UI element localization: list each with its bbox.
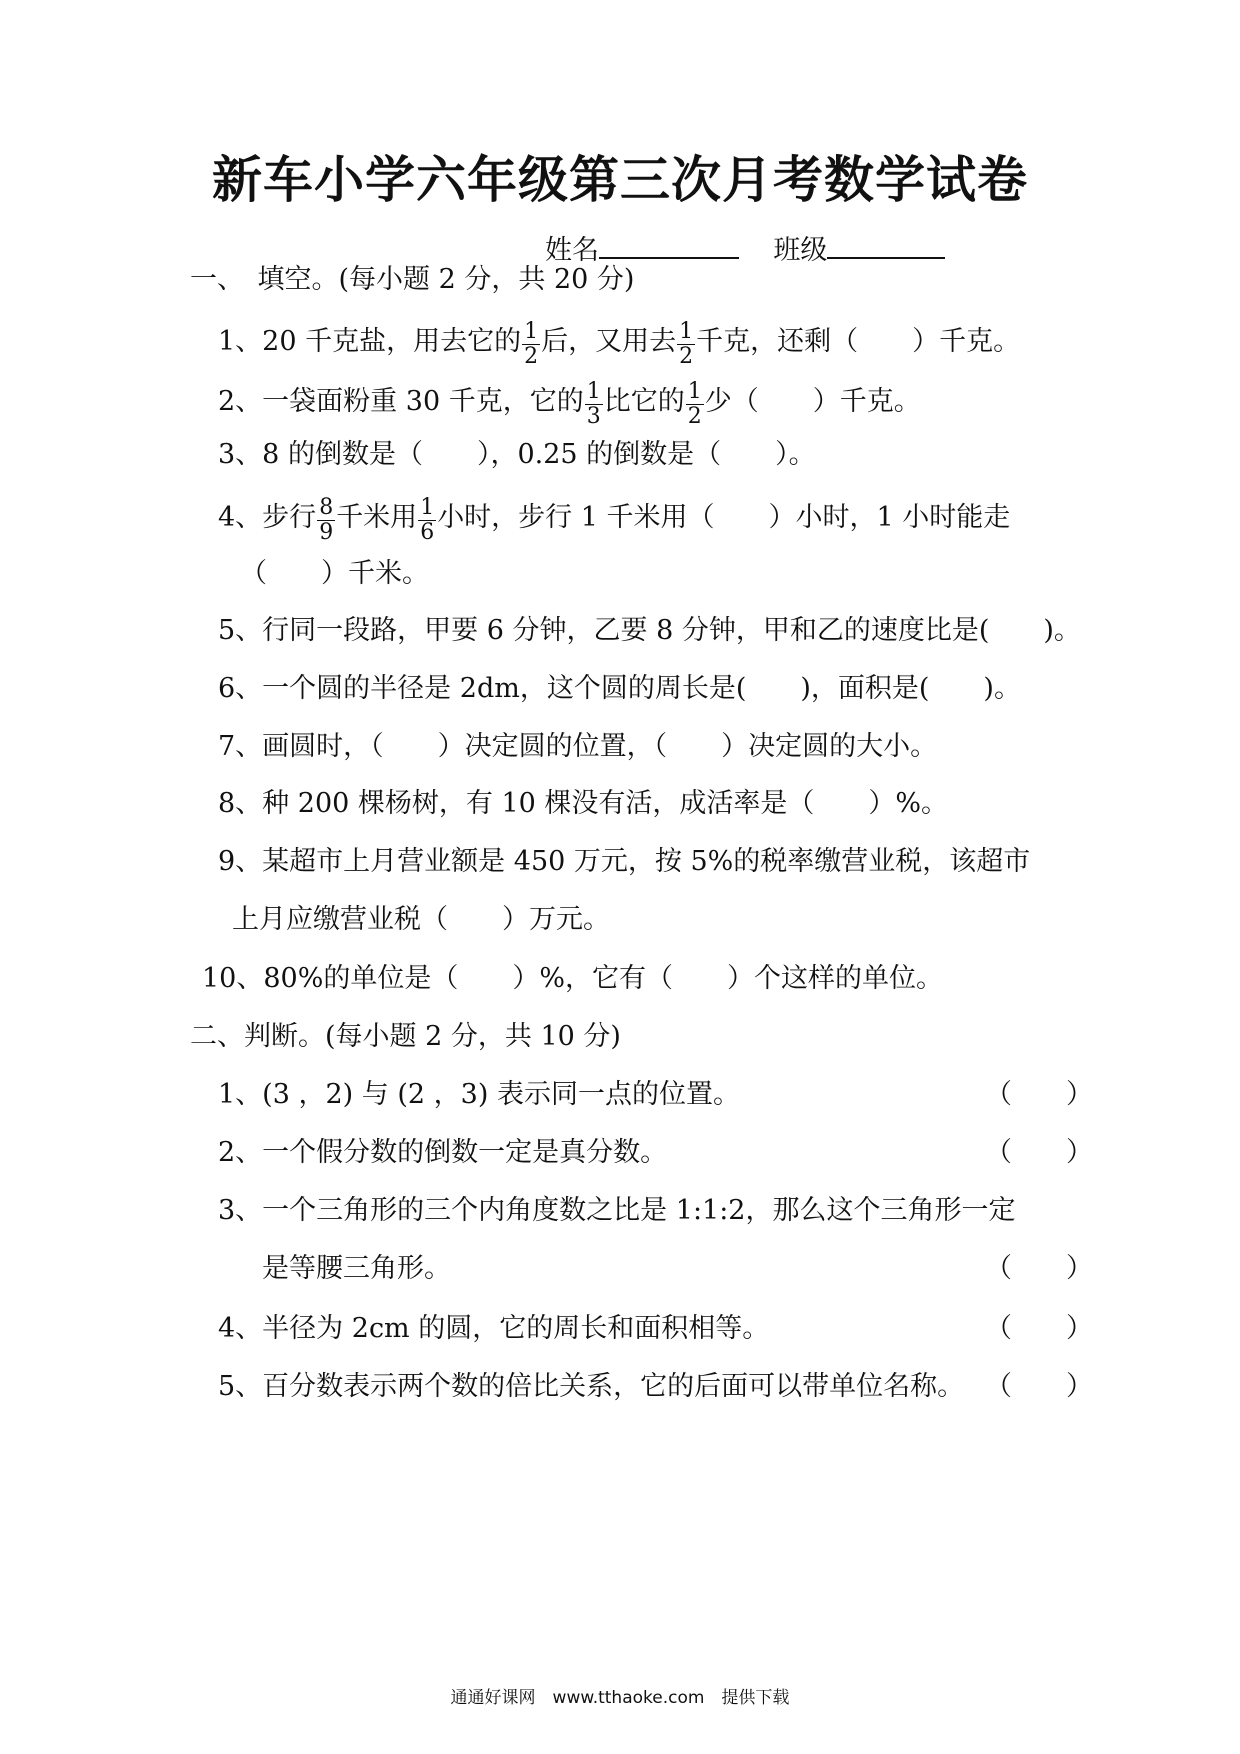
question-2-5: 5、百分数表示两个数的倍比关系，它的后面可以带单位名称。 [218, 1371, 965, 1402]
question-1-1: 1、20 千克盐，用去它的 $\frac{1}{2}$ 后，又用去 $\frac{1}{2}$ 千克，还剩（ ）千克。 [218, 319, 1021, 369]
question-1-7: 7、画圆时，（ ）决定圆的位置，（ ）决定圆的大小。 [218, 731, 938, 762]
question-1-2: 2、一袋面粉重 30 千克，它的 $\frac{1}{3}$ 比它的 $\frac{1}{2}$ 少（ ）千克。 [218, 379, 921, 429]
question-2-3: 3、一个三角形的三个内角度数之比是 1:1:2，那么这个三角形一定 [218, 1195, 1016, 1226]
answer-parens[interactable]: （ ） [985, 1253, 1093, 1284]
question-1-5: 5、行同一段路，甲要 6 分钟，乙要 8 分钟，甲和乙的速度比是( )。 [218, 615, 1081, 646]
class-blank[interactable] [827, 231, 945, 259]
question-1-10: 10、80%的单位是（ ）%，它有（ ）个这样的单位。 [202, 963, 944, 994]
fraction: $\frac{1}{2}$ [524, 319, 539, 369]
fraction: $\frac{1}{2}$ [679, 319, 694, 369]
question-1-4-cont: （ ）千米。 [240, 558, 429, 589]
answer-parens[interactable]: （ ） [985, 1079, 1093, 1110]
name-blank[interactable] [599, 231, 739, 259]
question-2-1: 1、(3 ，2) 与 (2 ，3) 表示同一点的位置。 [218, 1079, 740, 1110]
answer-parens[interactable]: （ ） [985, 1313, 1093, 1344]
fraction: $\frac{1}{2}$ [687, 379, 702, 429]
section2-heading: 二、判断。(每小题 2 分，共 10 分) [190, 1021, 621, 1052]
name-label: 姓名 [545, 235, 599, 266]
class-label: 班级 [773, 235, 828, 266]
fraction: $\frac{8}{9}$ [319, 495, 334, 545]
answer-parens[interactable]: （ ） [985, 1371, 1093, 1402]
question-1-9-cont: 上月应缴营业税（ ）万元。 [232, 904, 610, 935]
fraction: $\frac{1}{3}$ [586, 379, 601, 429]
fraction: $\frac{1}{6}$ [420, 495, 435, 545]
page-title: 新车小学六年级第三次月考数学试卷 [212, 151, 1028, 209]
question-1-6: 6、一个圆的半径是 2dm，这个圆的周长是( )，面积是( )。 [218, 673, 1021, 704]
page-footer: 通通好课网 www.tthaoke.com 提供下载 [450, 1688, 790, 1708]
question-1-9: 9、某超市上月营业额是 450 万元，按 5%的税率缴营业税，该超市 [218, 846, 1031, 877]
question-1-4: 4、步行 $\frac{8}{9}$ 千米用 $\frac{1}{6}$ 小时，步行 1 千米用（ ）小时，1 小时能走 [218, 495, 1011, 545]
section1-heading: 一、 填空。(每小题 2 分，共 20 分) [190, 264, 635, 295]
question-1-3: 3、8 的倒数是（ ），0.25 的倒数是（ ）。 [218, 439, 816, 470]
question-1-8: 8、种 200 棵杨树，有 10 棵没有活，成活率是（ ）%。 [218, 788, 949, 819]
answer-parens[interactable]: （ ） [985, 1137, 1093, 1168]
question-2-4: 4、半径为 2cm 的圆，它的周长和面积相等。 [218, 1313, 770, 1344]
question-2-3-cont: 是等腰三角形。 [262, 1253, 451, 1284]
question-2-2: 2、一个假分数的倒数一定是真分数。 [218, 1137, 668, 1168]
